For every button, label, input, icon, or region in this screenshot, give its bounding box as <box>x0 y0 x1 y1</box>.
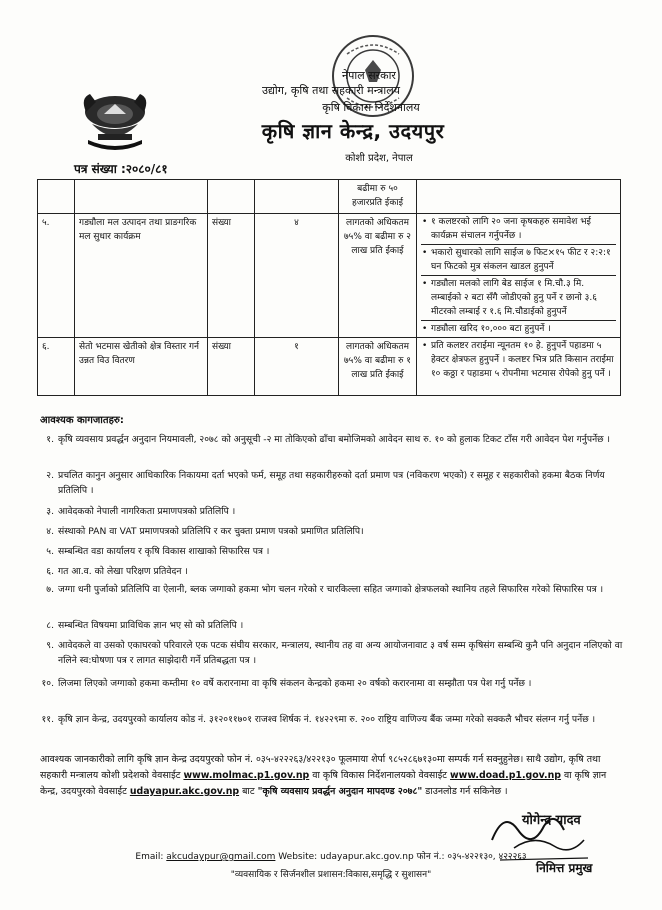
ministry-website-link[interactable]: www.molmac.p1.gov.np <box>183 770 310 781</box>
required-documents-title: आवश्यक कागजातहरु: <box>40 415 124 426</box>
conditions-cell <box>417 214 621 338</box>
conditions-list <box>421 214 616 337</box>
footer-contact: Email: akcudaypur@gmail.com Website: udayapur.akc.gov.np फोन नं.: ०३५-४२२१३०, ४२२२६३ <box>135 852 527 862</box>
quantity-cell: १ <box>255 338 339 396</box>
document-page: नेपाल सरकार उद्योग, कृषि तथा सहकारी मन्त्रालय कृषि विकास निर्देशनालय कृषि ज्ञान केन्द्र, उदयपुर कोशी प्रदेश, नेपाल पत्र संख्या :२०८०/८१ बढीमा रु ५० हजारप्रति ईकाई ५. गड्यौला मल उत्पादन तथा प्राङगरिक मल सुधार कार्यक्रम संख्या ४ लागतको अधिकतम ७५% वा बढीमा रु २ लाख प्रति ईकाई • १ कलष्टरको लागि २० जना कृषकहरु समावेश भई कार्यक्रम संचालन गर्नुपर्नेछ । • भकारो सुधारको लागि साईज ७ फिट×१५ फीट र २:२:१ घन फिटको मुत्र संकलन खाडल हुनुपर्ने • गड्यौला मलको लागि बेड साईज १ मि.चौ.३ मि. लम्बाईको २ बटा सँगै जोडीएको हुनु पर्ने र छानो ३.६ मीटरको लम्बाई र १.६ मि.चौडाईको हुनुपर्ने • गड्यौला खरिद १०,००० बटा हुनुपर्ने । ६. सेतो भटमास खेतीको क्षेत्र विस्तार गर्न उन्नत विउ वितरण संख्या १ लागतको अधिकतम ७५% वा बढीमा रु १ लाख प्रति ईकाई • प्रति कलष्टर तराईमा न्यूनतम १० हे. हुनुपर्ने पहाडमा ५ हेक्टर क्षेत्रफल हुनुपर्ने । कलष्टर भित्र प्रति किसान तराईमा १० कठ्ठा र पहाडमा ५ रोपनीमा भटमास रोपेको हुनु पर्ने । आवश्यक कागजातहरु: १. कृषि व्यवसाय प्रवर्द्धन अनुदान नियमावली, २०७८ को अनुसूची -२ मा तोकिएको ढाँचा बमोजिमको आवेदन साथ रु. १० को हुलाक टिकट टाँस गरी आवेदन पेश गर्नुपर्नेछ । २. प्रचलित कानुन अनुसार आधिकारिक निकायमा दर्ता भएको फर्म, समूह तथा सहकारीहरुको दर्ता प्रमाण पत्र (नविकरण भएको) र समूह र सहकारीको हकमा बैठक निर्णय प्रतिलिपि । ३. आवेदकको नेपाली नागरिकता प्रमाणपत्रको प्रतिलिपि । ४. संस्थाको PAN वा VAT प्रमाणपत्रको प्रतिलिपि र कर चुक्ता प्रमाण पत्रको प्रमाणित प्रतिलिपि। ५. सम्बन्धित वडा कार्यालय र कृषि विकास शाखाको सिफारिस पत्र । ६. गत आ.व. को लेखा परिक्षण प्रतिवेदन । ७. जग्गा धनी पुर्जाको प्रतिलिपि वा ऐलानी, ब्लक जग्गाको हकमा भोग चलन गरेको र चारकिल्ला सहित जग्गाको क्षेत्रफलको स्थानिय तहले सिफारिस गरेको सिफारिस पत्र । ८. सम्बन्धित विषयमा प्राविधिक ज्ञान भए सो को प्रतिलिपि । ९. आवेदकले वा उसको एकाघरको परिवारले एक पटक संघीय सरकार, मन्त्रालय, स्थानीय तह वा अन्य आयोजनावाट ३ वर्ष सम्म कृषिसंग सम्बन्धि कुनै पनि अनुदान नलिएको वा नलिने स्व:घोषणा पत्र र लागत साझेदारी गर्ने प्रतिबद्धता पत्र । १०. लिजमा लिएको जग्गाको हकमा कम्तीमा १० वर्षे करारनामा वा कृषि संकलन केन्द्रको हकमा २० वर्षको करारनामा वा सम्झौता पत्र पेश गर्नु पर्नेछ । ११. कृषि ज्ञान केन्द्र, उदयपुरको कार्यालय कोड नं. ३१२०११७०१ राजश्व शिर्षक नं. १४२२९मा रु. २०० राष्ट्रिय वाणिज्य बैंक जम्मा गरेको सक्कलै भौचर संलग्न गर्नु पर्नेछ । आवश्यक जानकारीको लागि कृषि ज्ञान केन्द्र उदयपुरको फोन नं. ०३५-४२२२६३/४२२१३० फूलमाया शेर्पा ९८५२८६७१३०मा सम्पर्क गर्न सक्नुहुनेछ। साथै उद्योग, कृषि तथा सहकारी मन्त्रालय कोशी प्रदेशको वेवसाईट www.molmac.p1.gov.np वा कृषि विकास निर्देशनालयको वेवसाईट www.doad.p1.gov.np वा कृषि ज्ञान केन्द्र, उदयपुरको वेवसाईट udayapur.akc.gov.np बाट "कृषि व्यवसाय प्रवर्द्धन अनुदान मापदण्ड २०७८" डाउनलोड गर्न सकिनेछ । योगेन्द्र यादव निमित्त प्रमुख Email: akcudaypur@gmail.com Website: udayapur.akc.gov.np फोन नं.: ०३५-४२२१३०, ४२२२६३ "व्यवसायिक र सिर्जनशील प्रशासन:विकास,समृद्धि र सुशासन" <box>0 0 662 910</box>
condition-item: • भकारो सुधारको लागि साईज ७ फिट×१५ फीट र २:२:१ घन फिटको मुत्र संकलन खाडल हुनुपर्ने <box>421 245 616 276</box>
svg-text:योगेन्द्र यादव: योगेन्द्र यादव <box>522 813 581 828</box>
office-website-link[interactable]: udayapur.akc.gov.np <box>129 786 240 797</box>
rate-cell: लागतको अधिकतम ७५% वा बढीमा रु २ लाख प्रति ईकाई <box>339 214 417 338</box>
email-link[interactable]: akcudaypur@gmail.com <box>166 852 276 862</box>
subsidy-program-table <box>37 179 621 396</box>
condition-item: • गड्यौला खरिद १०,००० बटा हुनुपर्ने । <box>421 321 616 337</box>
serial-number-cell: ५. <box>38 214 75 338</box>
table-row <box>38 338 621 396</box>
serial-number-cell: ६. <box>38 338 75 396</box>
rate-cell: बढीमा रु ५० हजारप्रति ईकाई <box>339 180 417 214</box>
header-province: कोशी प्रदेश, नेपाल <box>345 153 413 164</box>
header-office-name: कृषि ज्ञान केन्द्र, उदयपुर <box>261 119 445 143</box>
phone-number: फोन नं.: ०३५-४२२१३०, ४२२२६३ <box>416 852 527 862</box>
guideline-title: "कृषि व्यवसाय प्रवर्द्धन अनुदान मापदण्ड २०७८" <box>257 786 423 797</box>
header-line-directorate: कृषि विकास निर्देशनालय <box>322 101 420 114</box>
header-line-ministry: उद्योग, कृषि तथा सहकारी मन्त्रालय <box>261 84 401 97</box>
program-name-cell: गड्यौला मल उत्पादन तथा प्राङगरिक मल सुधार कार्यक्रम <box>75 214 208 338</box>
condition-item: • १ कलष्टरको लागि २० जना कृषकहरु समावेश भई कार्यक्रम संचालन गर्नुपर्नेछ । <box>421 214 616 245</box>
letter-reference-number: पत्र संख्या :२०८०/८१ <box>74 162 168 176</box>
quantity-cell: ४ <box>255 214 339 338</box>
unit-cell: संख्या <box>208 214 255 338</box>
unit-cell: संख्या <box>208 338 255 396</box>
table-row <box>38 214 621 338</box>
contact-info-paragraph: आवश्यक जानकारीको लागि कृषि ज्ञान केन्द्र उदयपुरको फोन नं. ०३५-४२२२६३/४२२१३० फूलमाया शेर्पा ९८५२८६७१३०मा सम्पर्क गर्न सक्नुहुनेछ। साथै उद्योग, कृषि तथा सहकारी मन्त्रालय कोशी प्रदेशको वेवसाईट www.molmac.p1.gov.np वा कृषि विकास निर्देशनालयको वेवसाईट www.doad.p1.gov.np वा कृषि ज्ञान केन्द्र, उदयपुरको वेवसाईट udayapur.akc.gov.np बाट "कृषि व्यवसाय प्रवर्द्धन अनुदान मापदण्ड २०७८" डाउनलोड गर्न सकिनेछ । <box>40 754 607 797</box>
rate-cell: लागतको अधिकतम ७५% वा बढीमा रु १ लाख प्रति ईकाई <box>339 338 417 396</box>
condition-item: • प्रति कलष्टर तराईमा न्यूनतम १० हे. हुनुपर्ने पहाडमा ५ हेक्टर क्षेत्रफल हुनुपर्ने । कलष्टर भित्र प्रति किसान तराईमा १० कठ्ठा र पहाडमा ५ रोपनीमा भटमास रोपेको हुनु पर्ने । <box>421 338 616 382</box>
table-row <box>38 180 621 214</box>
condition-item: • गड्यौला मलको लागि बेड साईज १ मि.चौ.३ मि. लम्बाईको २ बटा सँगै जोडीएको हुनु पर्ने र छानो ३.६ मीटरको लम्बाई र १.६ मि.चौडाईको हुनुपर्ने <box>421 276 616 321</box>
conditions-cell <box>417 338 621 396</box>
directorate-website-link[interactable]: www.doad.p1.gov.np <box>450 770 561 781</box>
footer-slogan: "व्यवसायिक र सिर्जनशील प्रशासन:विकास,समृद्धि र सुशासन" <box>230 870 432 880</box>
svg-text:निमित्त प्रमुख: निमित्त प्रमुख <box>536 861 593 875</box>
header-line-government: नेपाल सरकार <box>342 69 396 82</box>
website-link[interactable]: udayapur.akc.gov.np <box>320 852 414 862</box>
conditions-list <box>421 338 616 382</box>
program-name-cell: सेतो भटमास खेतीको क्षेत्र विस्तार गर्न उन्नत विउ वितरण <box>75 338 208 396</box>
